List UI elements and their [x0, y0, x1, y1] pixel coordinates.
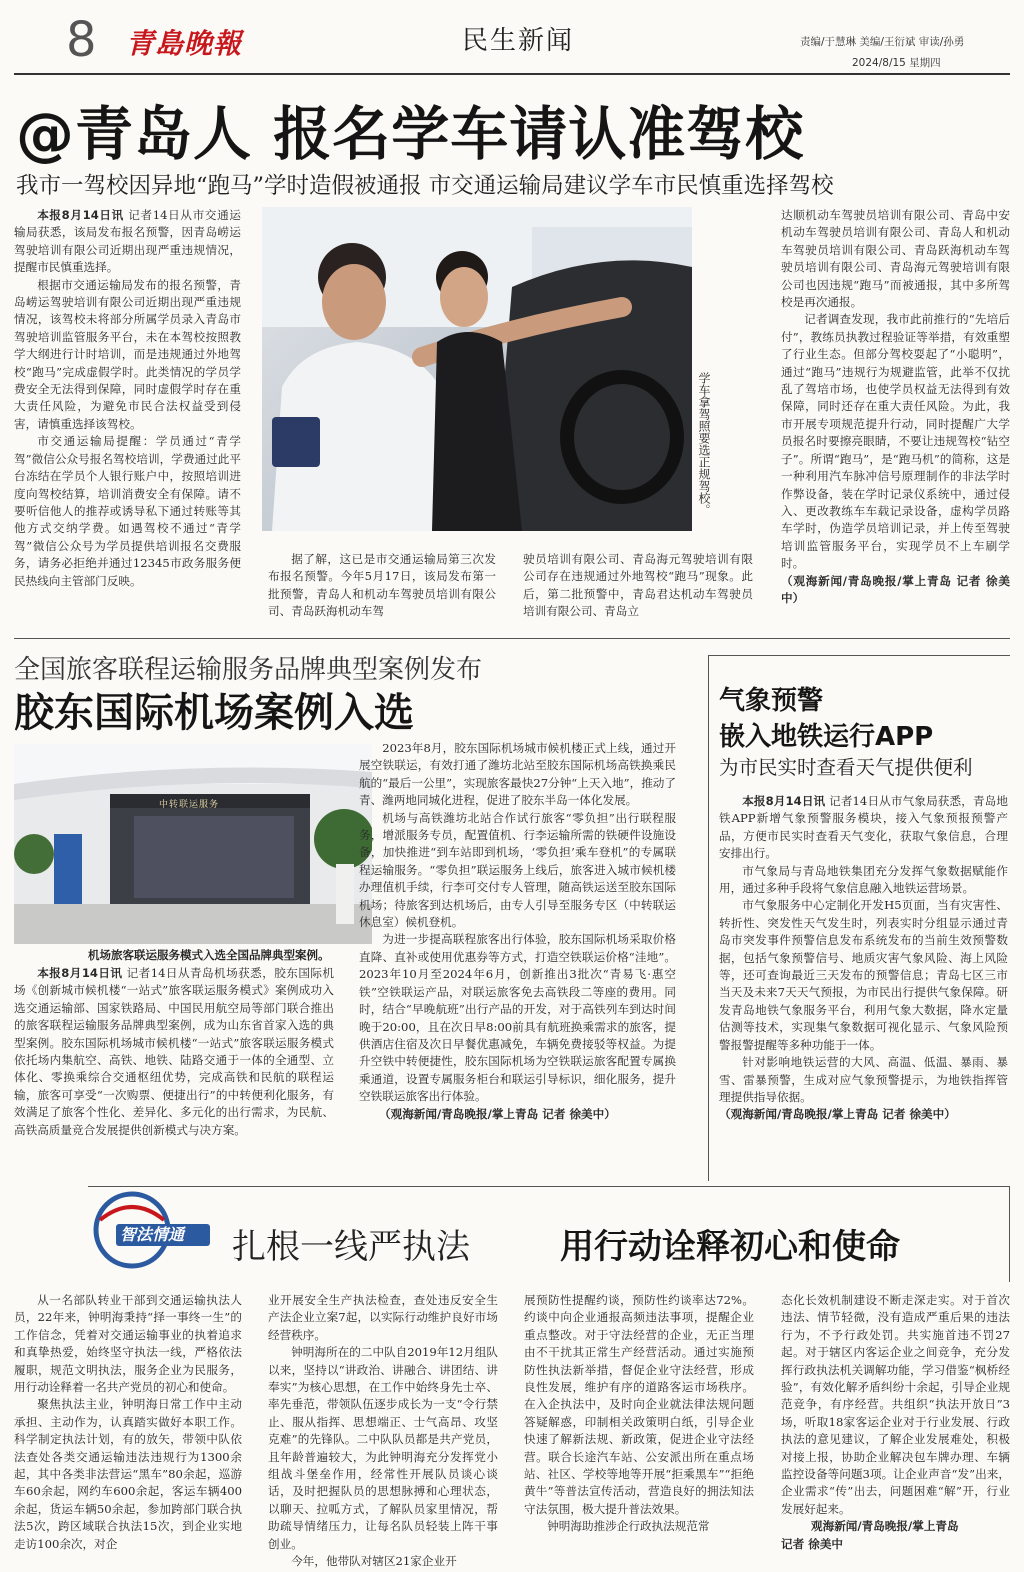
- story4-logo: [86, 1190, 210, 1274]
- story1-col3: 驶员培训有限公司、青岛海元驾驶培训有限公司存在违规通过外地驾校“跑马”现象。此后，第二批预警中，青岛君达机动车驾驶员培训有限公司、青岛立: [523, 552, 753, 619]
- story4-headline-bold: 用行动诠释初心和使命: [560, 1227, 900, 1267]
- airport-photo: [14, 744, 372, 944]
- editors-line: 责编/于慧琳 美编/王衍斌 审读/孙勇: [800, 36, 965, 48]
- story4-logo-text: 智法情通: [120, 1225, 185, 1244]
- story1-col1: 本报8月14日讯 记者14日从市交通运输局获悉，该局发布报名预警，因青岛崂运驾驶培训有限公司近期出现严重违规情况，提醒市民慎重选择。 根据市交通运输局发布的报名预警，青岛崂运驾驶培训有限公司近期出现严重违规情况，该驾校未将部分所属学员录入青岛市驾驶培训监管服务平台，未在本驾校按照教学大纲进行计时培训，而是违规通过外地驾校“跑马”完成虚假学时。此类情况的学员学费安全无法得到保障，同时虚假学时存在重大责任风险，为避免市民合法权益受到侵害，请慎重选择该驾校。 市交通运输局提醒：学员通过“青学驾”微信公众号报名驾校培训，学费通过此平台冻结在学员个人银行账户中，按照培训进度向驾校结算，培训消费安全有保障。请不要听信他人的推荐或诱导私下通过转账等其他方式交纳学费。如遇驾校不通过“青学驾”微信公众号为学员提供培训报名交费服务，请务必拒绝并通过12345市政务服务便民热线向主管部门反映。: [14, 208, 241, 588]
- story1-headline: @青岛人 报名学车请认准驾校: [16, 100, 805, 168]
- story1-bottom-rule: [14, 638, 1010, 639]
- story1-col4: 达顺机动车驾驶员培训有限公司、青岛中安机动车驾驶员培训有限公司、青岛人和机动车驾驶员培训有限公司、青岛跃海机动车驾驶员培训有限公司、青岛海元驾驶培训有限公司也因违规“跑马”而被通报，其中多所驾校是再次通报。 记者调查发现，我市此前推行的“先培后付”，教练员执教过程验证等举措，有效重塑了行业生态。但部分驾校耍起了“小聪明”，通过“跑马”违规行为规避监管，此举不仅扰乱了驾培市场，也使学员权益无法得到有效保障，同时还存在重大责任风险。为此，我市开展专项规范提升行动，同时提醒广大学员报名时要擦亮眼睛，不要让违规驾校“钻空子”。所谓“跑马”，是“跑马机”的简称，这是一种利用汽车脉冲信号原理制作的非法学时作弊设备，装在学时记录仪系统中，通过侵入、更改教练车车载记录设备，虚构学员路车学时，伪造学员培训记录，并上传至驾驶培训监管服务平台，实现学员不上车刷学时。 （观海新闻/青岛晚报/掌上青岛 记者 徐美中）: [781, 208, 1010, 605]
- driving-photo-caption: 学车拿驾照要选正规驾校。: [697, 372, 711, 516]
- masthead-rule: [14, 73, 1010, 75]
- story4-col2: 业开展安全生产执法检查，查处违反安全生产法企业立案7起，以实际行动维护良好市场经营秩序。 钟明海所在的二中队自2019年12月组队以来，坚持以“讲政治、讲融合、讲团结、讲奉实”为核心思想，在工作中始终身先士卒、率先垂范，带领队伍逐步成长为一支“令行禁止、服从指挥、思想端正、士气高昂、攻坚克难”的先锋队。二中队队员都是共产党员，且年龄普遍较大，为此钟明海充分发挥党小组战斗堡垒作用，经常性开展队员谈心谈话，及时把握队员的思想脉搏和心理状态，以聊天、拉呱方式，了解队员家里情况，帮助疏导情绪压力，让每名队员轻装上阵干事创业。 今年，他带队对辖区21家企业开: [268, 1293, 498, 1568]
- driving-school-illustration: [262, 207, 692, 531]
- story4-col4: 态化长效机制建设不断走深走实。对于首次违法、情节轻微，没有造成严重后果的违法行为，不予行政处罚。共实施首违不罚27起。对于辖区内客运企业之间竞争，充分发挥行政执法机关调解功能，学习借鉴“枫桥经验”，有效化解矛盾纠纷十余起，引导企业规范竞争，有序经营。共组织“执法开放日”3场，听取18家客运企业对于行业发展、行政执法的意见建议，了解企业发展难处，积极对接上报，协助企业解决包车牌办理、车辆监控设备等问题3项。让企业声音“发”出来，企业需求“传”出去，问题困难“解”开，行业发展好起来。 观海新闻/青岛晚报/掌上青岛 记者 徐美中: [781, 1293, 1010, 1551]
- story2-col1: 本报8月14日讯 记者14日从青岛机场获悉，胶东国际机场《创新城市候机楼“一站式”旅客联运服务模式》案例成功入选交通运输部、国家铁路局、中国民用航空局等部门联合推出的旅客联程运输服务品牌典型案例，成为山东省首家入选的典型案例。胶东国际机场城市候机楼“一站式”旅客联运服务模式依托场内集航空、高铁、地铁、陆路交通于一体的全通型、立体化、零换乘综合交通枢纽优势，完成高铁和民航的联程运输，旅客可享受“一次购票、便捷出行”的中转便利化服务，有效满足了旅客个性化、差异化、多元化的出行需求，为民航、高铁高质量竞合发展提供创新模式与决方案。: [14, 966, 334, 1137]
- story4-col1: 从一名部队转业干部到交通运输执法人员，22年来，钟明海秉持“择一事终一生”的工作信念，凭着对交通运输事业的执着追求和真挚热爱，始终坚守执法一线，严格依法履职，规范文明执法，服务企业为民服务，用行动诠释着一名共产党员的初心和使命。 聚焦执法主业，钟明海日常工作中主动承担、主动作为，认真踏实做好本职工作。科学制定执法计划，有的放矢，带领中队依法查处各类交通运输违法违规行为1300余起，其中各类非法营运“黑车”80余起，巡游车60余起，网约车600余起，客运车辆400余起，货运车辆50余起，参加跨部门联合执法5次，跨区域联合执法15次，到企业实地走访100余次，对企: [14, 1293, 242, 1551]
- airport-illustration: [14, 744, 372, 944]
- section-name: 民生新闻: [462, 26, 575, 56]
- story3-body: 本报8月14日讯 记者14日从市气象局获悉，青岛地铁APP新增气象预警服务模块，接入气象预报预警产品，方便市民实时查看天气变化，获取气象信息，合理安排出行。 市气象局与青岛地铁集团充分发挥气象数据赋能作用，通过多种手段将气象信息融入地铁运营场景。 市气象服务中心定制化开发H5页面，当有灾害性、转折性、突发性天气发生时，列表实时分组显示通过青岛市突发事件预警信息发布系统发布的当前生效预警数据，包括气象预警信号、地质灾害气象风险、海上风险等，还可查询最近三天发布的预警信息；青岛七区三市当天及未来7天天气预报，为市民出行提供气象保障。研发青岛地铁气象服务平台，利用气象大数据，降水定量估测等技术，实现集气象数据可视化显示、气象风险预警报警提醒等多种功能于一体。 针对影响地铁运营的大风、高温、低温、暴雨、暴雪、雷暴预警，生成对应气象预警提示，为地铁指挥管理提供指导依据。 （观海新闻/青岛晚报/掌上青岛 记者 徐美中）: [719, 794, 1008, 1122]
- page-number: 8: [66, 12, 97, 68]
- story3-headline: 嵌入地铁运行APP: [719, 722, 934, 752]
- story3-kicker: 气象预警: [719, 686, 824, 716]
- issue-date: 2024/8/15 星期四: [852, 57, 941, 69]
- story3-subhead: 为市民实时查看天气提供便利: [719, 756, 973, 779]
- story2-col2: 2023年8月，胶东国际机场城市候机楼正式上线，通过开展空铁联运，有效打通了潍坊北站至胶东国际机场高铁换乘民航的“最后一公里”，实现旅客最快27分钟“上天入地”，推动了青、潍两地同城化进程，促进了胶东半岛一体化发展。 机场与高铁潍坊北站合作试行旅客“零负担”出行联程服务，增派服务专员，配置值机、行李运输所需的铁硬件设施设备，加快推进“到车站即到机场，‘零负担’乘车登机”的专属联程运输服务。“零负担”联运服务上线后，旅客进入城市候机楼办理值机手续，行李可交付专人管理，随高铁运送至胶东国际机场；待旅客到达机场后，由专人引导至服务专区（中转联运休息室）候机登机。 为进一步提高联程旅客出行体验，胶东国际机场采取价格直降、直补或使用优惠券等方式，打造空铁联运价格“洼地”。2023年10月至2024年6月，创新推出3批次“青易飞·惠空铁”空铁联运产品，对联运旅客免去高铁段二等座的费用。同时，结合“早晚航班”出行产品的开发，对于高铁列车到达时间晚于20:00，且在次日早8:00前具有航班换乘需求的旅客，提供酒店住宿及次日早餐优惠减免，车辆免费接驳等权益。为提升空铁中转便捷性，胶东国际机场为空铁联运旅客配置专属换乘通道，设置专属服务柜台和联运引导标识，细化服务，提升空铁联运旅客出行体验。 （观海新闻/青岛晚报/掌上青岛 记者 徐美中）: [359, 741, 676, 1121]
- airport-sign: 中转联运服务: [159, 800, 220, 810]
- story1-subhead: 我市一驾校因异地“跑马”学时造假被通报 市交通运输局建议学车市民慎重选择驾校: [16, 173, 834, 199]
- story2-kicker: 全国旅客联程运输服务品牌典型案例发布: [14, 655, 483, 685]
- paper-logo: 青島晚報: [126, 27, 243, 60]
- story1-col2: 据了解，这已是市交通运输局第三次发布报名预警。今年5月17日，该局发布第一批预警，青岛人和机动车驾驶员培训有限公司、青岛跃海机动车驾: [268, 552, 496, 619]
- story2-headline: 胶东国际机场案例入选: [14, 690, 414, 736]
- airport-photo-caption: 机场旅客联运服务模式入选全国品牌典型案例。: [88, 948, 330, 962]
- driving-school-photo: [262, 207, 692, 531]
- story4-headline-light: 扎根一线严执法: [232, 1227, 470, 1267]
- story4-col3: 展预防性提醒约谈，预防性约谈率达72%。约谈中向企业通报高频违法事项，提醒企业重点整改。对于守法经营的企业，无正当理由不干扰其正常生产经营活动。通过实施预防性执法新举措，督促企业守法经营，形成良性发展，维护有序的道路客运市场秩序。在入企执法中，及时向企业就法律法规问题答疑解惑，印制相关政策明白纸，引导企业快速了解新法规、新政策，促进企业守法经营。联合长途汽车站、公安派出所在重点场站、社区、学校等地等开展“拒乘黑车”“拒绝黄牛”等普法宣传活动，营造良好的拥法知法守法氛围，极大提升普法效果。 钟明海助推涉企行政执法规范常: [524, 1293, 754, 1534]
